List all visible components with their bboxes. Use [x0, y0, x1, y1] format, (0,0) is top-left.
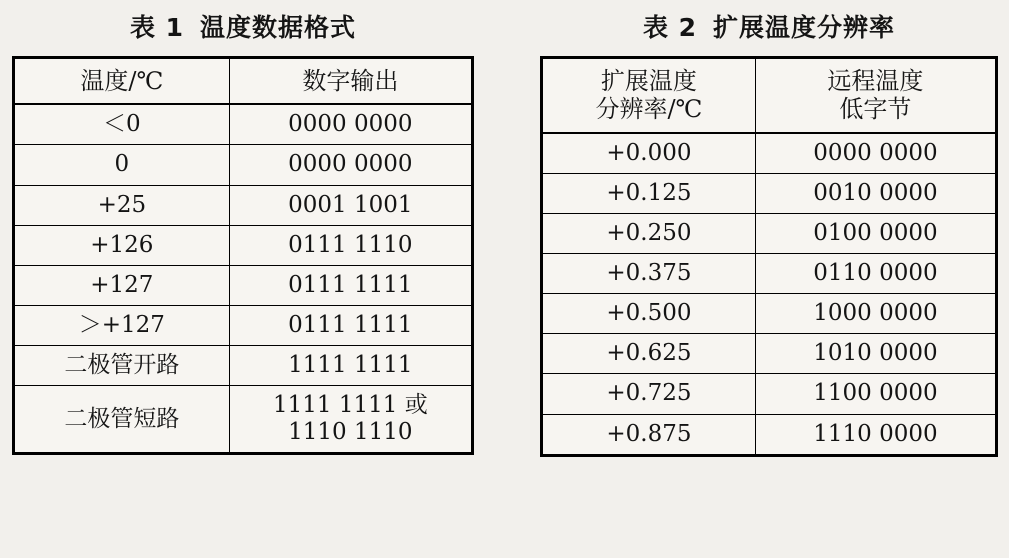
- table-row: [542, 334, 997, 374]
- table-row: [542, 254, 997, 294]
- table-1-cell-r2c0: +25: [14, 185, 230, 225]
- table-1-cell-r3c0: +126: [14, 225, 230, 265]
- table-row: [542, 173, 997, 213]
- table-2-cell-r7c0: +0.875: [542, 414, 756, 455]
- table-row: [14, 185, 473, 225]
- table-row: [542, 374, 997, 414]
- table-row: [542, 414, 997, 455]
- table-row: [14, 225, 473, 265]
- table-2-cell-r6c0: +0.725: [542, 374, 756, 414]
- table-1-cell-r0c1: 0000 0000: [229, 104, 472, 145]
- table-1-cell-r2c1: 0001 1001: [229, 185, 472, 225]
- table-2: [540, 56, 998, 457]
- table-row: [14, 145, 473, 185]
- table-1-cell-r5c0: ＞+127: [14, 305, 230, 345]
- table-2-cell-r5c1: 1010 0000: [755, 334, 996, 374]
- table-2-cell-r5c0: +0.625: [542, 334, 756, 374]
- table-block-1: [12, 8, 474, 455]
- table-2-cell-r7c1: 1110 0000: [755, 414, 996, 455]
- table-1-header-cell-0: 温度/℃: [14, 58, 230, 105]
- table-1-cell-r6c0: 二极管开路: [14, 346, 230, 386]
- table-row: [542, 213, 997, 253]
- table-1-caption: [12, 8, 474, 44]
- table-1-header-cell-1: 数字输出: [229, 58, 472, 105]
- table-row: [542, 133, 997, 174]
- table-2-header-cell-0: 扩展温度 分辨率/℃: [542, 58, 756, 133]
- table-1-cell-r4c1: 0111 1111: [229, 265, 472, 305]
- table-1-cell-r7c0: 二极管短路: [14, 386, 230, 454]
- table-row: [14, 305, 473, 345]
- table-2-cell-r3c0: +0.375: [542, 254, 756, 294]
- table-2-cell-r3c1: 0110 0000: [755, 254, 996, 294]
- table-2-cell-r1c0: +0.125: [542, 173, 756, 213]
- table-row: [542, 294, 997, 334]
- table-2-number: 表 2: [642, 13, 698, 42]
- table-2-cell-r6c1: 1100 0000: [755, 374, 996, 414]
- table-2-cell-r0c1: 0000 0000: [755, 133, 996, 174]
- table-2-cell-r0c0: +0.000: [542, 133, 756, 174]
- table-2-cell-r2c1: 0100 0000: [755, 213, 996, 253]
- table-1-cell-r1c1: 0000 0000: [229, 145, 472, 185]
- table-2-cell-r4c1: 1000 0000: [755, 294, 996, 334]
- table-1-cell-r4c0: +127: [14, 265, 230, 305]
- table-1-cell-r3c1: 0111 1110: [229, 225, 472, 265]
- table-1-cell-r1c0: 0: [14, 145, 230, 185]
- table-row: [14, 346, 473, 386]
- table-block-2: [540, 8, 998, 457]
- table-row: [14, 386, 473, 454]
- table-row: [542, 58, 997, 133]
- table-2-header-cell-1: 远程温度 低字节: [755, 58, 996, 133]
- table-1-cell-r0c0: ＜0: [14, 104, 230, 145]
- table-1-title: 温度数据格式: [200, 13, 357, 42]
- table-1-cell-r5c1: 0111 1111: [229, 305, 472, 345]
- table-row: [14, 265, 473, 305]
- table-1-cell-r6c1: 1111 1111: [229, 346, 472, 386]
- table-2-cell-r2c0: +0.250: [542, 213, 756, 253]
- table-2-caption: [540, 8, 998, 44]
- table-2-cell-r1c1: 0010 0000: [755, 173, 996, 213]
- table-row: [14, 58, 473, 105]
- table-1-cell-r7c1: 1111 1111 或 1110 1110: [229, 386, 472, 454]
- table-1-number: 表 1: [129, 13, 185, 42]
- table-2-cell-r4c0: +0.500: [542, 294, 756, 334]
- table-row: [14, 104, 473, 145]
- table-1: [12, 56, 474, 455]
- table-2-title: 扩展温度分辨率: [713, 13, 896, 42]
